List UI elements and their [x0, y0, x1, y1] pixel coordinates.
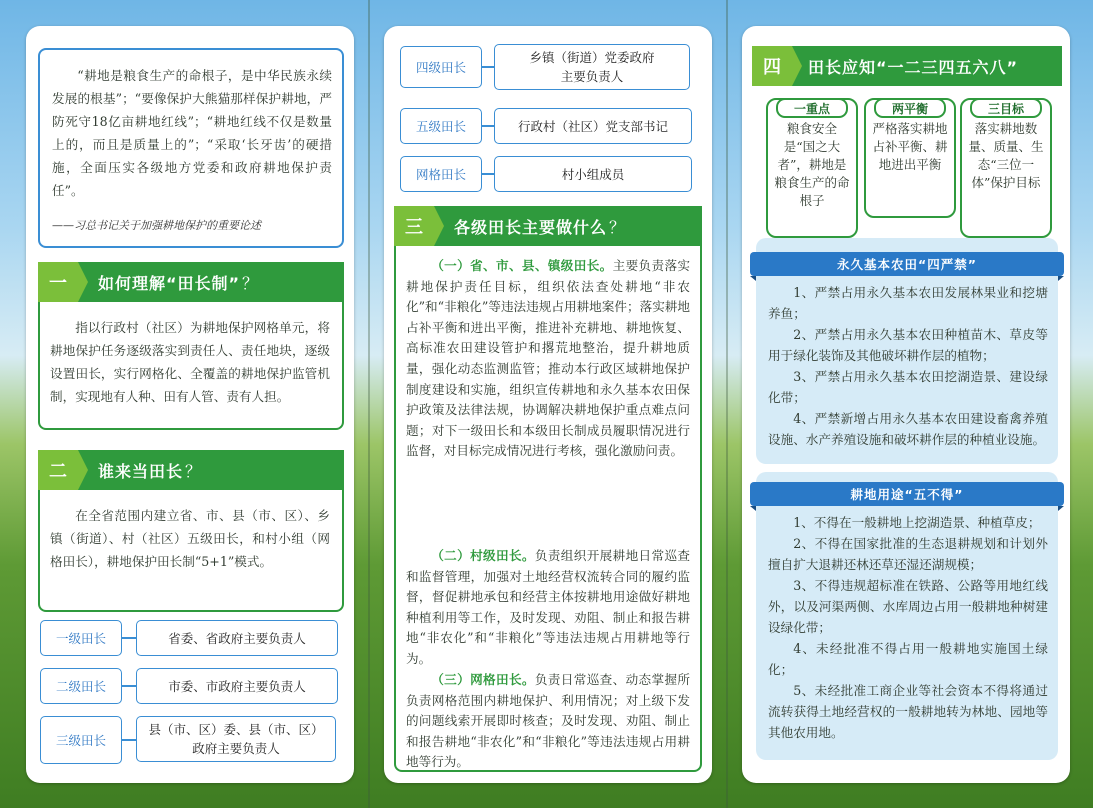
level-5-label: 五级田长 — [400, 108, 482, 144]
section-2-text: 在全省范围内建立省、市、县（市、区）、乡镇（街道）、村（社区）五级田长，和村小组（网格田长），耕地保护田长制“5+1”模式。 — [50, 508, 330, 569]
section-1-border — [38, 302, 344, 430]
not-allowed-item: 1、不得在一般耕地上挖湖造景、种植草皮； — [793, 515, 1041, 530]
section-2-header: 二 谁来当田长 ？ — [38, 450, 344, 490]
section-4-number: 四 — [752, 46, 792, 86]
quote-box — [38, 48, 344, 248]
level-3-label: 三级田长 — [40, 716, 122, 764]
five-not-allowed-panel — [756, 472, 1058, 760]
prohibition-item: 2、严禁占用永久基本农田种植苗木、草皮等用于绿化装饰及其他破坏耕作层的植物； — [768, 327, 1048, 363]
level-3-desc: 县（市、区）委、县（市、区）政府主要负责人 — [136, 716, 336, 762]
duty-provincial: （一）省、市、县、镇级田长。主要负责落实耕地保护责任目标，组织依法查处耕地“非农化”和“非粮化”等违法违规占用耕地案件；落实耕地占补平衡和进出平衡，推进补充耕地、耕地恢复、高标准农田建设管护和撂荒地整治，提升耕地质量，强化动态监测监管；推动本行政区域耕地保护制度建设和实施，组织宣传耕地和永久基本农田保护政策及法律法规，协调解决耕地保护重点难点问题；对下一级田长和本级田长制成员履职情况进行监督，对目标完成情况进行考核，强化激励问责。 — [406, 258, 691, 459]
pill-three-goals: 三目标 落实耕地数量、质量、生态“三位一体”保护目标 — [960, 98, 1052, 238]
level-1-label: 一级田长 — [40, 620, 122, 656]
not-allowed-item: 3、不得违规超标准在铁路、公路等用地红线外，以及河渠两侧、水库周边占用一般耕地种树建设绿化带； — [768, 578, 1048, 635]
panel-middle — [384, 26, 712, 783]
four-prohibitions-panel — [756, 238, 1058, 464]
section-2-number: 二 — [38, 450, 78, 490]
section-1-number: 一 — [38, 262, 78, 302]
panel-right — [742, 26, 1070, 783]
section-1-text: 指以行政村（社区）为耕地保护网格单元，将耕地保护任务逐级落实到责任人、责任地块，逐级设置田长，实行网格化、全覆盖的耕地保护监管机制，实现地有人种、田有人管、责有人担。 — [50, 320, 330, 404]
prohibition-item: 3、严禁占用永久基本农田挖湖造景、建设绿化带； — [768, 369, 1048, 405]
section-1-title: 如何理解“田长制” — [98, 273, 241, 293]
four-prohibitions-title: 永久基本农田“四严禁” — [750, 252, 1064, 276]
quote-source: ——习总书记关于加强耕地保护的重要论述 — [52, 219, 261, 232]
section-3-header: 三 各级田长主要做什么 ？ — [394, 206, 702, 246]
fold-line-right — [726, 0, 728, 808]
not-allowed-item: 4、未经批准不得占用一般耕地实施国土绿化； — [768, 641, 1048, 677]
pill-two-balances: 两平衡 严格落实耕地占补平衡、耕地进出平衡 — [864, 98, 956, 218]
level-4-desc: 乡镇（街道）党委政府主要负责人 — [494, 44, 690, 90]
level-2-desc: 市委、市政府主要负责人 — [136, 668, 338, 704]
section-4-title: 田长应知“一二三四五六八” — [808, 57, 1019, 77]
level-2-label: 二级田长 — [40, 668, 122, 704]
five-not-allowed-title: 耕地用途“五不得” — [750, 482, 1064, 506]
level-1-desc: 省委、省政府主要负责人 — [136, 620, 338, 656]
section-4-header — [752, 46, 1062, 86]
level-grid-label: 网格田长 — [400, 156, 482, 192]
pill-one-key-point: 一重点 粮食安全是“国之大者”，耕地是粮食生产的命根子 — [766, 98, 858, 238]
not-allowed-item: 5、未经批准工商企业等社会资本不得将通过流转获得土地经营权的一般耕地转为林地、园地等其他农用地。 — [768, 683, 1048, 740]
level-4-label: 四级田长 — [400, 46, 482, 88]
fold-line-left — [368, 0, 370, 808]
section-2-title: 谁来当田长 — [98, 461, 184, 481]
prohibition-item: 1、严禁占用永久基本农田发展林果业和挖塘养鱼； — [768, 285, 1048, 321]
not-allowed-item: 2、不得在国家批准的生态退耕规划和计划外擅自扩大退耕还林还草还湿还湖规模； — [768, 536, 1048, 572]
section-3-number: 三 — [394, 206, 434, 246]
level-5-desc: 行政村（社区）党支部书记 — [494, 108, 692, 144]
section-3-box — [394, 246, 702, 772]
section-1-header: 一 如何理解“田长制” ？ — [38, 262, 344, 302]
quote-text: “耕地是粮食生产的命根子，是中华民族永续发展的根基”；“要像保护大熊猫那样保护耕地，严防死守18亿亩耕地红线”；“耕地红线不仅是数量上的，而且是质量上的”；“采取‘长牙齿’的硬措施，全面压实各级地方党委和政府耕地保护责任”。 — [52, 68, 332, 198]
section-3-title: 各级田长主要做什么 — [454, 217, 608, 237]
level-grid-desc: 村小组成员 — [494, 156, 692, 192]
prohibition-item: 4、严禁新增占用永久基本农田建设畜禽养殖设施、水产养殖设施和破坏耕作层的种植业设施。 — [768, 411, 1048, 447]
duty-grid: （三）网格田长。负责日常巡查、动态掌握所负责网格范围内耕地保护、利用情况；对上级下发的问题线索开展即时核查；及时发现、劝阻、制止和报告耕地“非农化”和“非粮化”等违法违规占用耕地等行为。 — [406, 672, 691, 770]
duty-village: （二）村级田长。负责组织开展耕地日常巡查和监督管理，加强对土地经营权流转合同的履约监督，督促耕地承包和经营主体按耕地用途做好耕地种植利用等工作，及时发现、劝阻、制止和报告耕地“非农化”和“非粮化”等违法违规占用耕地等行为。 — [406, 548, 691, 666]
panel-left — [26, 26, 354, 783]
